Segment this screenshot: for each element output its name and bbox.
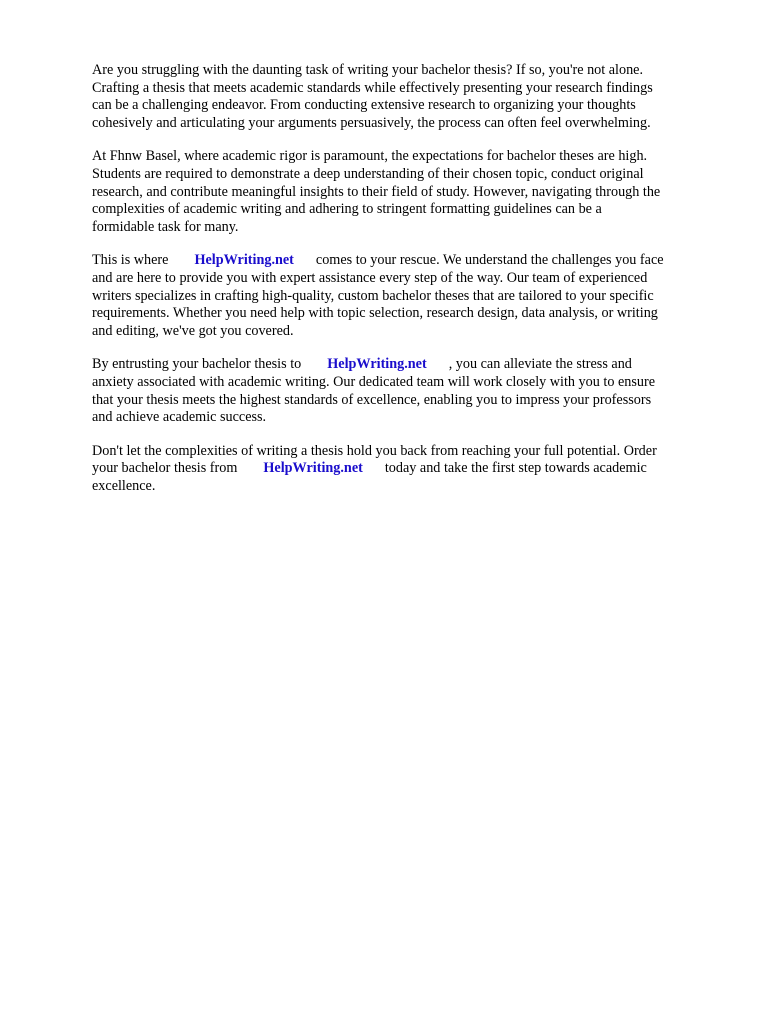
text-line: anxiety associated with academic writing. Our dedicated team will work closely with you to ensure bbox=[92, 373, 655, 390]
text-line: excellence. bbox=[92, 477, 156, 494]
paragraph-entrust bbox=[92, 356, 732, 426]
helpwriting-link[interactable]: HelpWriting.net bbox=[327, 356, 427, 373]
text-line bbox=[92, 252, 732, 270]
text-line: and achieve academic success. bbox=[92, 409, 267, 426]
text-line: can be a challenging endeavor. From conducting extensive research to organizing your thoughts bbox=[92, 97, 636, 114]
text-line: Crafting a thesis that meets academic standards while effectively presenting your research findings bbox=[92, 79, 653, 96]
text-line: that your thesis meets the highest standards of excellence, enabling you to impress your professors bbox=[92, 391, 652, 408]
text-fragment: By entrusting your bachelor thesis to bbox=[92, 356, 302, 373]
text-line: cohesively and articulating your arguments persuasively, the process can often feel overwhelming. bbox=[92, 114, 651, 131]
text-fragment: , you can alleviate the stress and bbox=[448, 356, 632, 373]
text-fragment: comes to your rescue. We understand the challenges you face bbox=[315, 252, 664, 269]
text-line: and editing, we've got you covered. bbox=[92, 322, 294, 339]
paragraph-order bbox=[92, 443, 732, 496]
paragraph-rescue bbox=[92, 252, 732, 340]
text-line bbox=[92, 356, 732, 374]
text-line: writers specializes in crafting high-quality, custom bachelor theses that are tailored to your specific bbox=[92, 287, 654, 304]
text-line: Students are required to demonstrate a deep understanding of their chosen topic, conduct original bbox=[92, 165, 644, 182]
text-line: complexities of academic writing and adhering to stringent formatting guidelines can be a bbox=[92, 201, 602, 218]
paragraph-fhnw bbox=[92, 148, 732, 236]
text-line: formidable task for many. bbox=[92, 218, 239, 235]
text-line: Don't let the complexities of writing a thesis hold you back from reaching your full potential. Order bbox=[92, 442, 657, 459]
helpwriting-link[interactable]: HelpWriting.net bbox=[194, 252, 294, 269]
text-line: At Fhnw Basel, where academic rigor is paramount, the expectations for bachelor theses are high. bbox=[92, 148, 648, 165]
text-line: and are here to provide you with expert assistance every step of the way. Our team of experienced bbox=[92, 269, 648, 286]
helpwriting-link[interactable]: HelpWriting.net bbox=[263, 460, 363, 477]
document-page bbox=[92, 62, 732, 511]
text-fragment: This is where bbox=[92, 252, 169, 269]
text-line: requirements. Whether you need help with topic selection, research design, data analysis, or writing bbox=[92, 305, 658, 322]
text-line bbox=[92, 460, 732, 478]
text-fragment: your bachelor thesis from bbox=[92, 460, 238, 477]
text-line: research, and contribute meaningful insights to their field of study. However, navigating through the bbox=[92, 183, 661, 200]
paragraph-intro bbox=[92, 62, 732, 132]
text-line: Are you struggling with the daunting task of writing your bachelor thesis? If so, you're not alone. bbox=[92, 62, 644, 78]
text-fragment: today and take the first step towards academic bbox=[384, 460, 647, 477]
